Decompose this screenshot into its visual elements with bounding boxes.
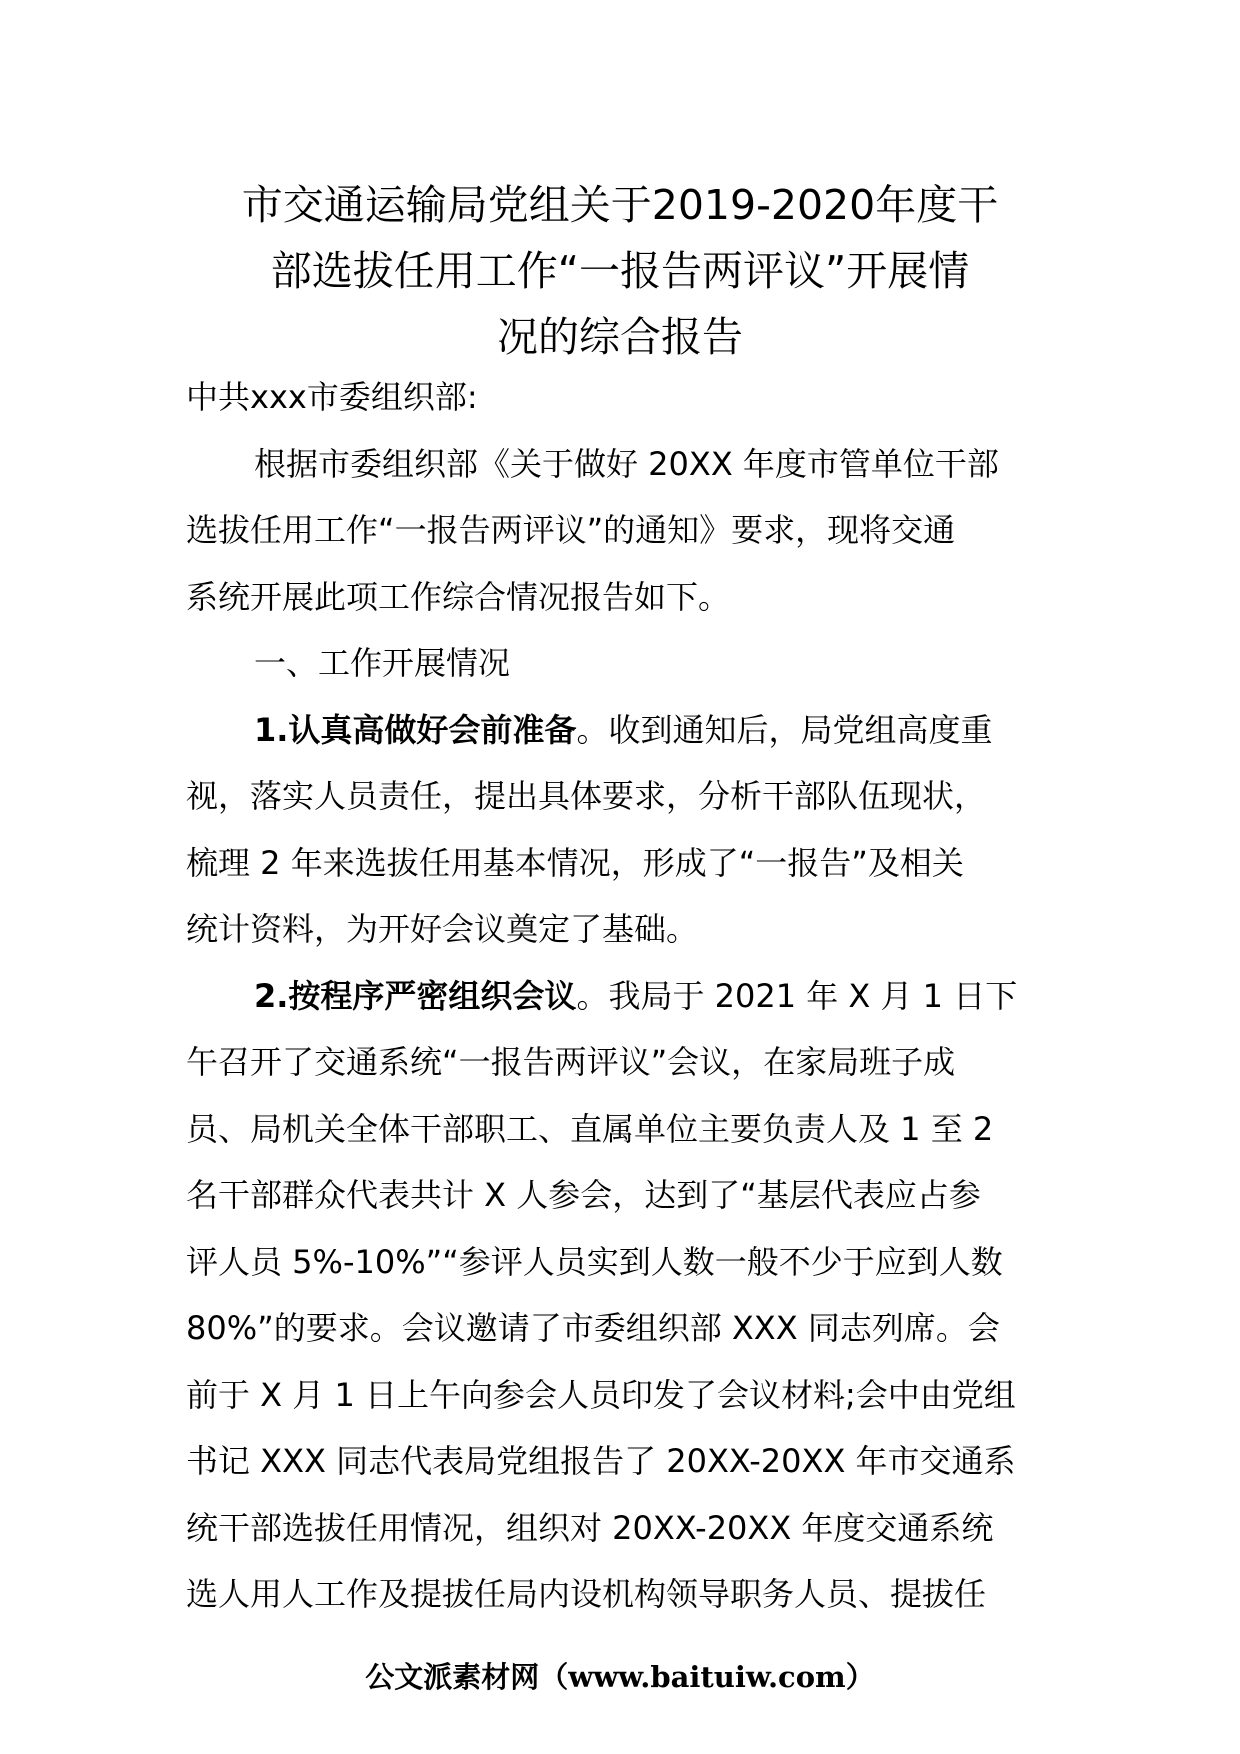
document-title	[180, 172, 1060, 370]
item2-line: 名干部群众代表共计 X 人参会，达到了“基层代表应占参	[186, 1176, 981, 1214]
title-line-3: 况的综合报告	[497, 313, 743, 361]
item2-line: 统干部选拔任用情况，组织对 20XX-20XX 年度交通系统	[186, 1508, 994, 1547]
item2-line: 午召开了交通系统“一报告两评议”会议，在家局班子成	[186, 1043, 956, 1081]
item1-first-line	[186, 697, 1056, 764]
item2-line: 前于 X 月 1 日上午向参会人员印发了会议材料;会中由党组	[186, 1375, 1016, 1414]
title-line-1: 市交通运输局党组关于2019-2020年度干	[241, 181, 999, 229]
item2-first-rest: 。我局于 2021 年 X 月 1 日下	[576, 976, 1018, 1015]
footer-watermark-text: 公文派素材网（www.baituiw.com）	[365, 1660, 875, 1694]
item2-first-line	[186, 963, 1056, 1030]
item2-line: 80%”的要求。会议邀请了市委组织部 XXX 同志列席。会	[186, 1309, 1000, 1347]
intro-line-3: 系统开展此项工作综合情况报告如下。	[186, 577, 731, 616]
section-heading: 一、工作开展情况	[254, 644, 511, 682]
item2-heading: 2.按程序严密组织会议	[254, 976, 577, 1015]
item1-line: 视，落实人员责任，提出具体要求，分析干部队伍现状，	[186, 777, 987, 815]
document-body	[186, 364, 1056, 1628]
item1-first-rest: 。收到通知后，局党组高度重	[576, 710, 993, 749]
item2-line: 员、局机关全体干部职工、直属单位主要负责人及 1 至 2	[186, 1109, 994, 1148]
intro-line-1: 根据市委组织部《关于做好 20XX 年度市管单位干部	[254, 444, 999, 483]
salutation: 中共xxx市委组织部:	[186, 378, 478, 416]
item1-heading: 1.认真高做好会前准备	[254, 710, 577, 749]
title-line-2: 部选拔任用工作“一报告两评议”开展情	[270, 247, 970, 295]
item2-line: 评人员 5%-10%”“参评人员实到人数一般不少于应到人数	[186, 1242, 1003, 1281]
item1-line: 梳理 2 年来选拔任用基本情况，形成了“一报告”及相关	[186, 843, 964, 882]
item2-line: 选人用人工作及提拔任局内设机构领导职务人员、提拔任	[186, 1575, 987, 1613]
item2-line: 书记 XXX 同志代表局党组报告了 20XX-20XX 年市交通系	[186, 1442, 1016, 1480]
item1-line: 统计资料，为开好会议奠定了基础。	[186, 910, 699, 948]
intro-line-2: 选拔任用工作“一报告两评议”的通知》要求，现将交通	[186, 511, 956, 549]
